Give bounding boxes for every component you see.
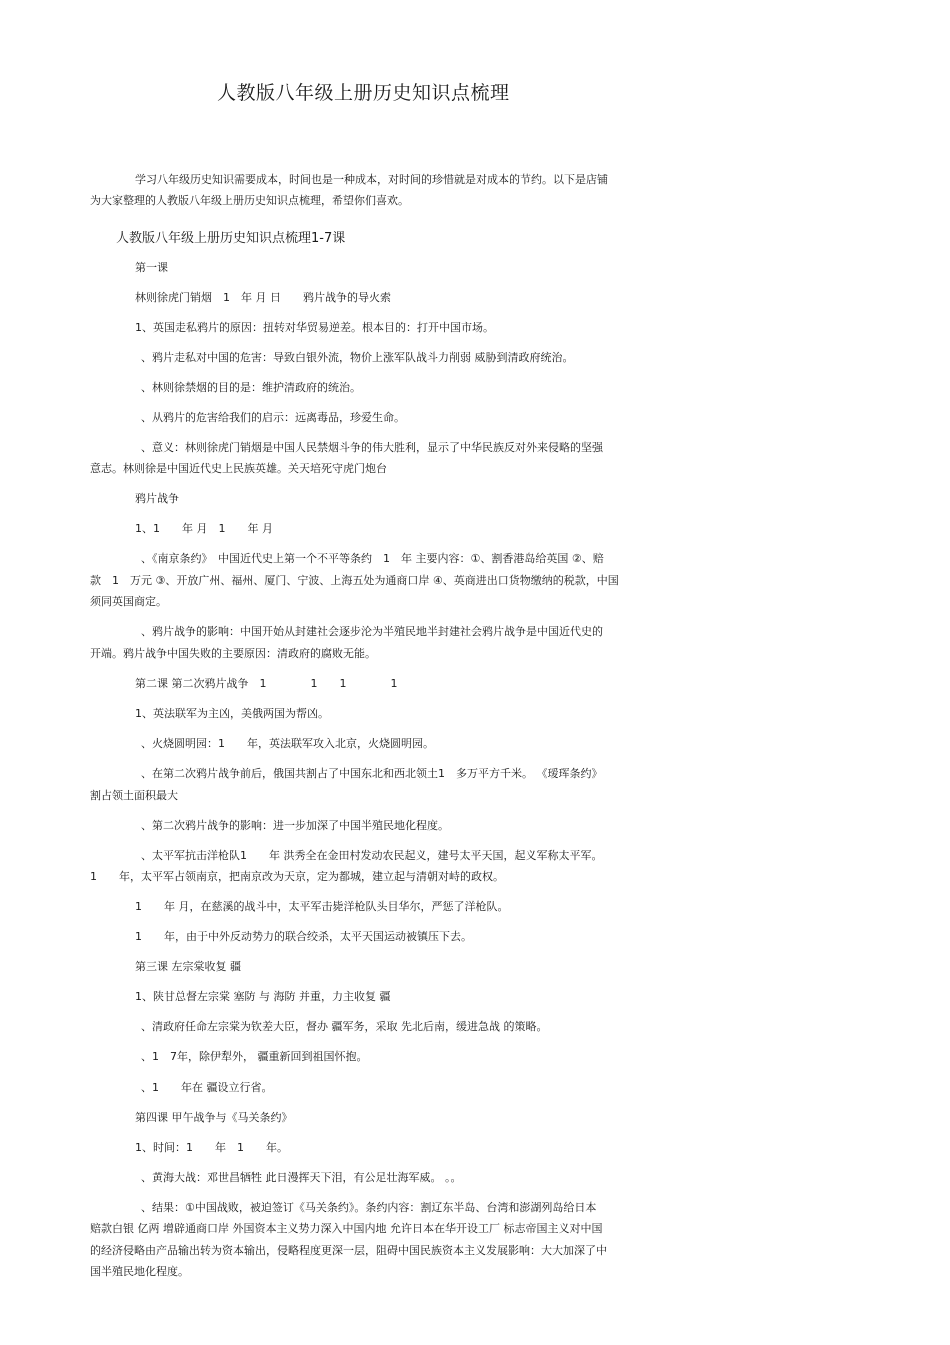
paragraph-line: 赔款白银 亿两 增辟通商口岸 外国资本主义势力深入中国内地 允许日本在华开设工厂 标志帝国主义对中国 (90, 1222, 603, 1235)
paragraph-line: 、在第二次鸦片战争前后，俄国共割占了中国东北和西北领土1 多万平方千米。 《瑷珲条约》 (141, 767, 603, 780)
paragraph-line: 、鸦片走私对中国的危害：导致白银外流，物价上涨军队战斗力削弱 威胁到清政府统治。 (141, 351, 574, 364)
paragraph-line: 1、时间：1 年 1 年。 (135, 1141, 288, 1154)
paragraph-line: 、林则徐禁烟的目的是：维护清政府的统治。 (141, 381, 361, 394)
paragraph-line: 须同英国商定。 (90, 595, 167, 608)
paragraph-line: 1、1 年 月 1 年 月 (135, 522, 273, 535)
lesson-heading: 第三课 左宗棠收复 疆 (135, 960, 241, 973)
paragraph-line: 、黄海大战：邓世昌牺牲 此日漫挥天下泪，有公足壮海军威。 。。 (141, 1171, 462, 1184)
paragraph-line: 开端。鸦片战争中国失败的主要原因：清政府的腐败无能。 (90, 647, 376, 660)
lesson-heading: 第一课 (135, 261, 168, 274)
paragraph-line: 1 年 月，在慈溪的战斗中，太平军击毙洋枪队头目华尔，严惩了洋枪队。 (135, 900, 509, 913)
lesson-heading: 鸦片战争 (135, 492, 179, 505)
paragraph-line: 割占领土面积最大 (90, 789, 178, 802)
paragraph-line: 1、陕甘总督左宗棠 塞防 与 海防 并重，力主收复 疆 (135, 990, 391, 1003)
paragraph-line: 、1 7年，除伊犁外， 疆重新回到祖国怀抱。 (141, 1050, 368, 1063)
paragraph-line: 、意义：林则徐虎门销烟是中国人民禁烟斗争的伟大胜利，显示了中华民族反对外来侵略的坚强 (141, 441, 603, 454)
paragraph-line: 、鸦片战争的影响：中国开始从封建社会逐步沦为半殖民地半封建社会鸦片战争是中国近代史的 (141, 625, 603, 638)
lesson-heading: 第四课 甲午战争与《马关条约》 (135, 1111, 293, 1124)
paragraph-line: 、《南京条约》 中国近代史上第一个不平等条约 1 年 主要内容：①、割香港岛给英国 ②、赔 (141, 552, 604, 565)
paragraph-line: 、火烧圆明园：1 年，英法联军攻入北京，火烧圆明园。 (141, 737, 434, 750)
paragraph-line: 意志。林则徐是中国近代史上民族英雄。关天培死守虎门炮台 (90, 462, 387, 475)
paragraph-line: 、结果：①中国战败，被迫签订《马关条约》。条约内容：割辽东半岛、台湾和澎湖列岛给日本 (141, 1201, 597, 1214)
paragraph-line: 、1 年在 疆设立行省。 (141, 1081, 273, 1094)
intro-line: 为大家整理的人教版八年级上册历史知识点梳理，希望你们喜欢。 (90, 194, 409, 207)
paragraph-line: 、第二次鸦片战争的影响：进一步加深了中国半殖民地化程度。 (141, 819, 449, 832)
paragraph-line: 1、英国走私鸦片的原因：扭转对华贸易逆差。根本目的：打开中国市场。 (135, 321, 494, 334)
paragraph-line: 的经济侵略由产品输出转为资本输出，侵略程度更深一层，阻碍中国民族资本主义发展影响：大大加深了中 (90, 1244, 607, 1257)
section-heading: 人教版八年级上册历史知识点梳理1-7课 (116, 231, 346, 246)
paragraph-line: 、从鸦片的危害给我们的启示：远离毒品，珍爱生命。 (141, 411, 405, 424)
paragraph-line: 1 年，由于中外反动势力的联合绞杀，太平天国运动被镇压下去。 (135, 930, 472, 943)
paragraph-line: 林则徐虎门销烟 1 年 月 日 鸦片战争的导火索 (135, 291, 391, 304)
paragraph-line: 1 年，太平军占领南京，把南京改为天京，定为都城，建立起与清朝对峙的政权。 (90, 870, 504, 883)
paragraph-line: 1、英法联军为主凶，美俄两国为帮凶。 (135, 707, 329, 720)
paragraph-line: 、太平军抗击洋枪队1 年 洪秀全在金田村发动农民起义，建号太平天国，起义军称太平军。 (141, 849, 603, 862)
paragraph-line: 款 1 万元 ③、开放广州、福州、厦门、宁波、上海五处为通商口岸 ④、英商进出口货物缴纳的税款，中国 (90, 574, 619, 587)
intro-line: 学习八年级历史知识需要成本，时间也是一种成本，对时间的珍惜就是对成本的节约。以下是店铺 (135, 173, 608, 186)
paragraph-line: 国半殖民地化程度。 (90, 1265, 189, 1278)
lesson-heading: 第二课 第二次鸦片战争 1 1 1 1 (135, 677, 398, 690)
document-title: 人教版八年级上册历史知识点梳理 (217, 82, 510, 104)
paragraph-line: 、清政府任命左宗棠为钦差大臣，督办 疆军务，采取 先北后南，缓进急战 的策略。 (141, 1020, 548, 1033)
